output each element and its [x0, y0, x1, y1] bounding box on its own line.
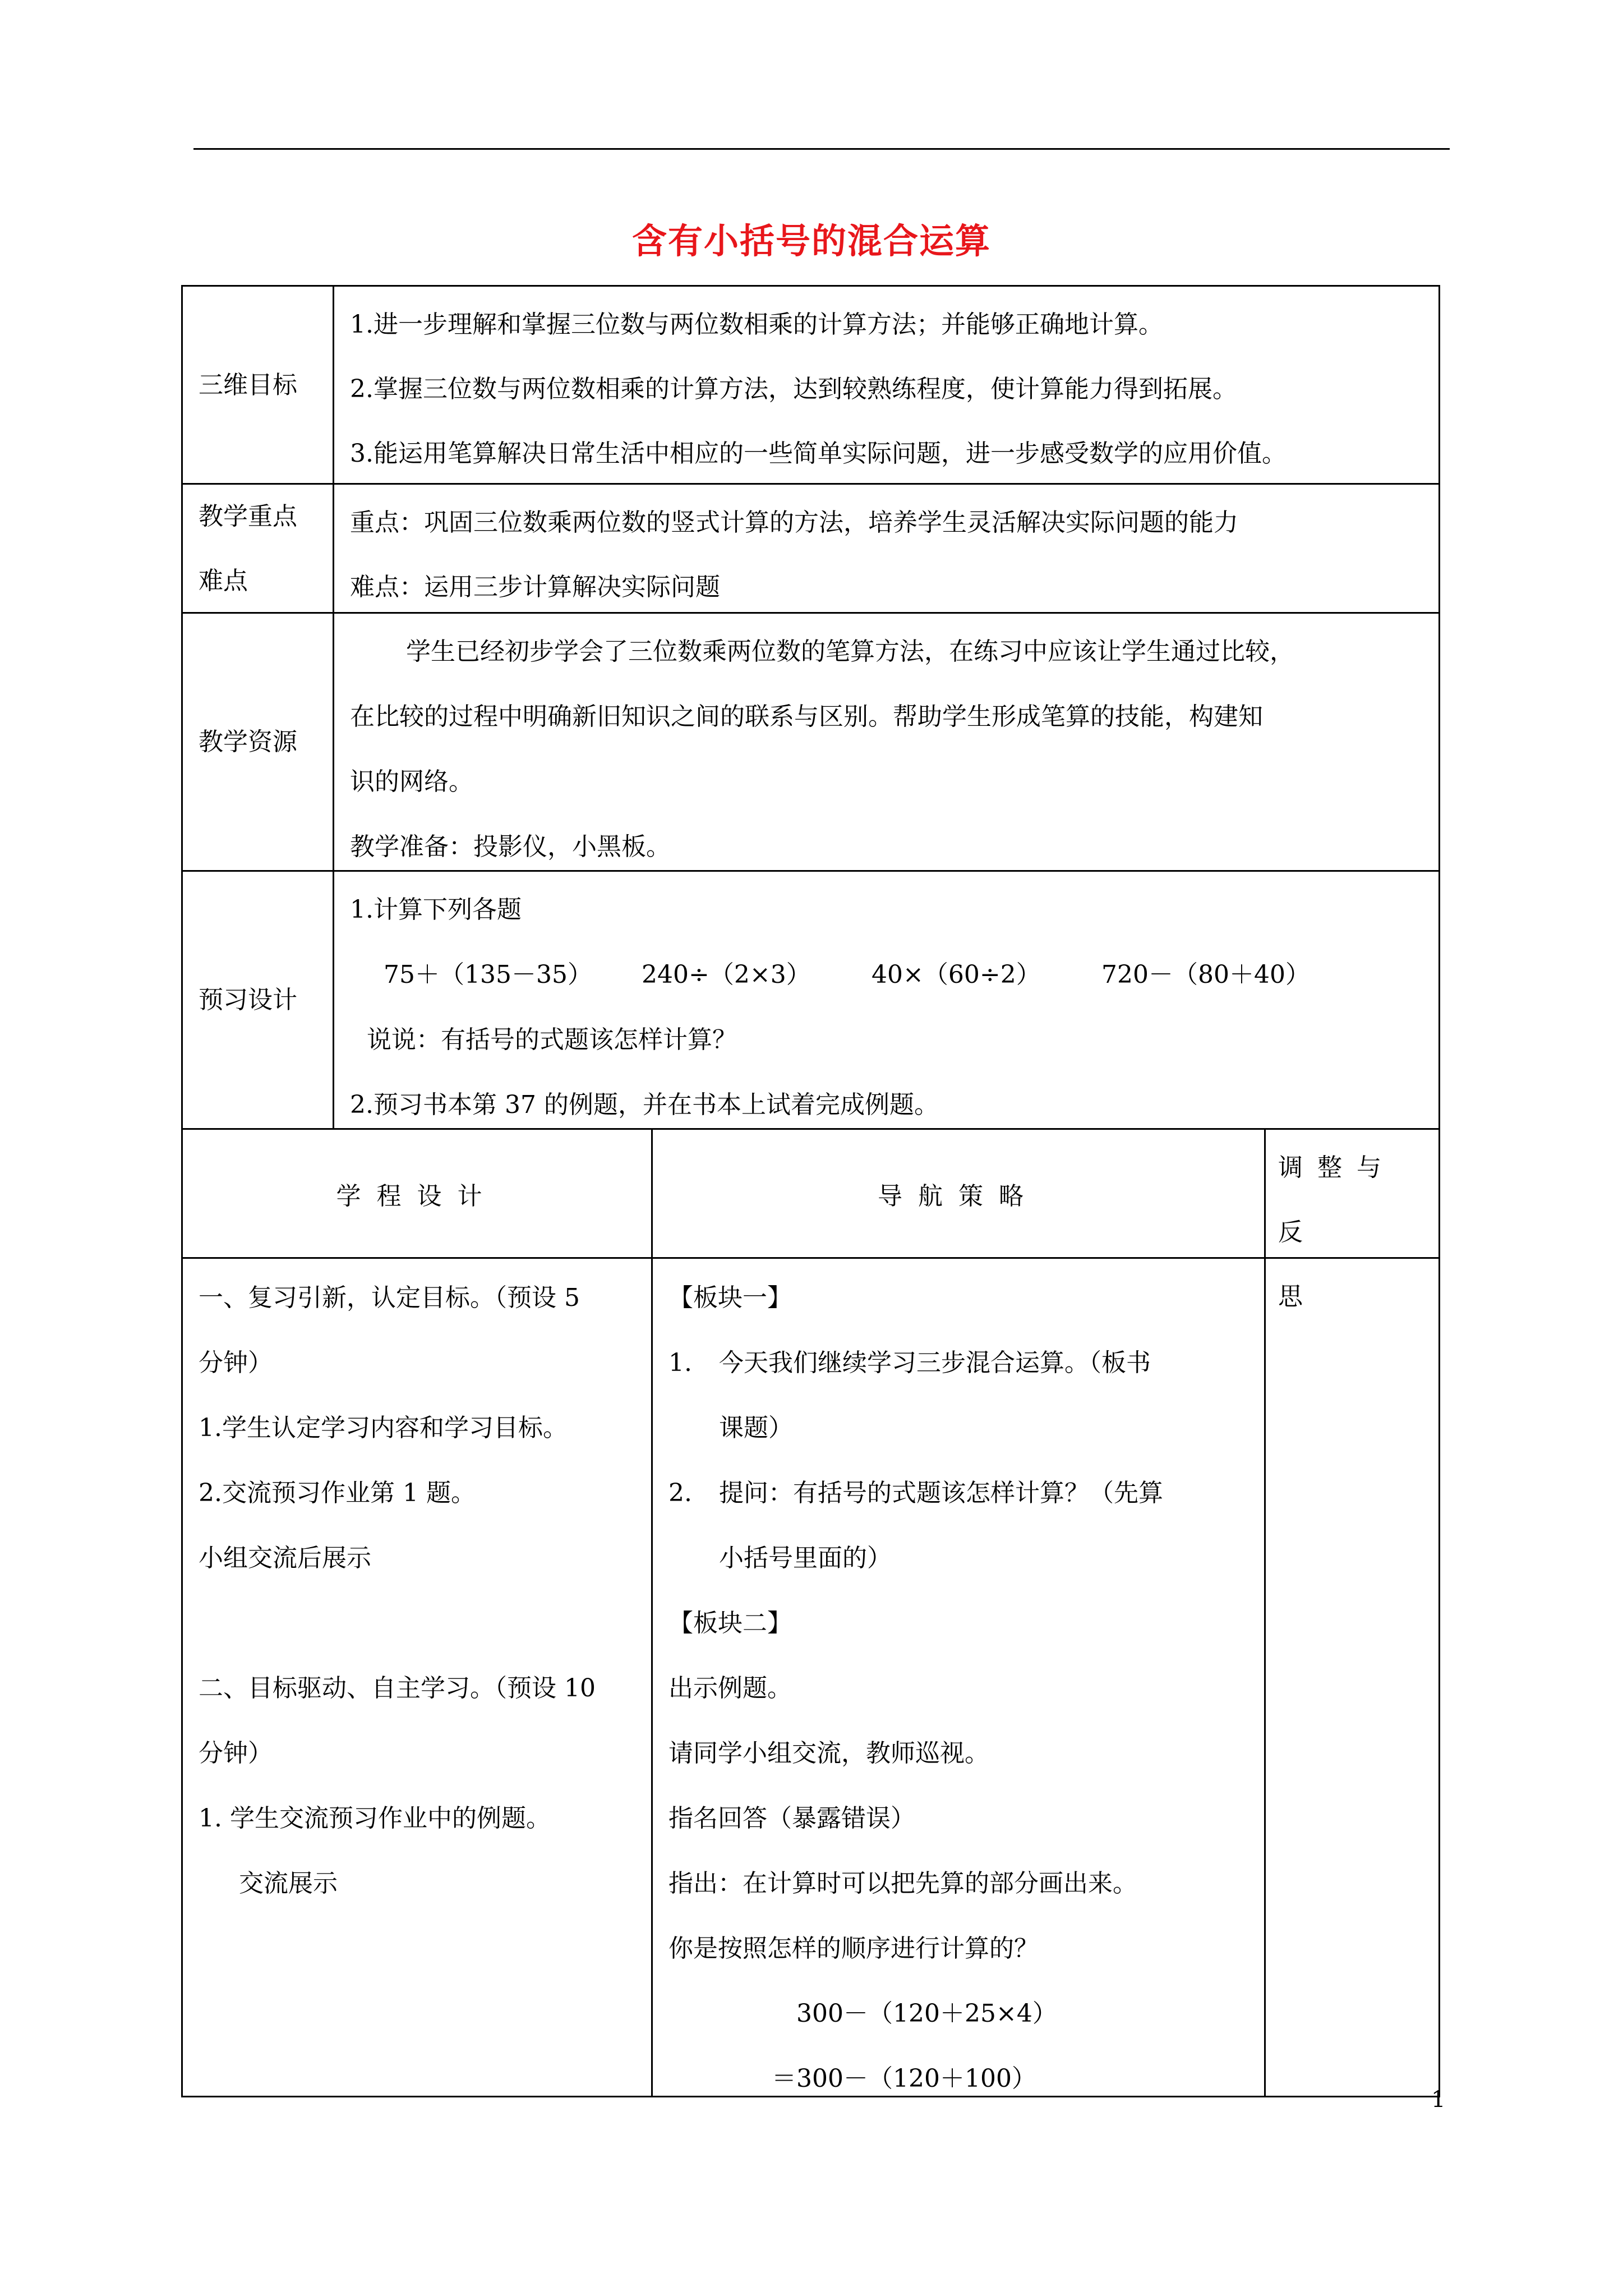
strategy-line: 你是按照怎样的顺序进行计算的？: [668, 1934, 1039, 1963]
process-column: [183, 1259, 653, 2096]
reflection-header: [1266, 1130, 1438, 1311]
expression: 720－（80＋40）: [1101, 960, 1310, 989]
strategy-line: 出示例题。: [668, 1674, 792, 1703]
resources-line: 识的网络。: [350, 767, 473, 796]
reflection-header-line1: 调整与反: [1278, 1153, 1396, 1246]
goal-line: 1.进一步理解和掌握三位数与两位数相乘的计算方法；并能够正确地计算。: [350, 310, 1163, 339]
expression: 40×（60÷2）: [872, 960, 1041, 989]
preview-label: 预习设计: [183, 872, 334, 1128]
resources-line: 在比较的过程中明确新旧知识之间的联系与区别。帮助学生形成笔算的技能，构建知: [350, 702, 1263, 731]
reflection-column: [1266, 1259, 1438, 2096]
process-line: 二、目标驱动、自主学习。（预设 10: [199, 1674, 596, 1703]
item-text: 提问：有括号的式题该怎样计算？（先算: [719, 1479, 1163, 1507]
preview-line: 1.计算下列各题: [350, 895, 522, 924]
goals-row: [183, 287, 1438, 483]
goal-line: 2.掌握三位数与两位数相乘的计算方法，达到较熟练程度，使计算能力得到拓展。: [350, 375, 1237, 403]
process-line: 1.学生认定学习内容和学习目标。: [199, 1414, 568, 1442]
item-number: 1.: [668, 1349, 692, 1377]
key-points-label: [183, 485, 334, 612]
item-text: 今天我们继续学习三步混合运算。（板书: [719, 1349, 1151, 1377]
process-header: 学程设计: [183, 1130, 653, 1257]
key-points-label-line1: 教学重点: [199, 501, 297, 531]
key-points-label-line2: 难点: [199, 566, 248, 595]
header-rule: [193, 148, 1450, 150]
strategy-item-1: [668, 1331, 1258, 1396]
goals-label: 三维目标: [183, 287, 334, 483]
resources-label: 教学资源: [183, 614, 334, 870]
lesson-body-row: [183, 1257, 1438, 2096]
reflection-header-line2: 思: [1278, 1282, 1317, 1311]
key-points-content: [334, 485, 1438, 612]
resources-line: 学生已经初步学会了三位数乘两位数的笔算方法，在练习中应该让学生通过比较，: [406, 637, 1294, 666]
strategy-column: [653, 1259, 1266, 2096]
item-text-cont: 小括号里面的）: [719, 1544, 892, 1572]
preview-line: 说说：有括号的式题该怎样计算？: [367, 1025, 737, 1054]
key-point-line: 重点：巩固三位数乘两位数的竖式计算的方法，培养学生灵活解决实际问题的能力: [350, 508, 1238, 537]
strategy-item-2: [668, 1461, 1258, 1526]
strategy-line: 指出：在计算时可以把先算的部分画出来。: [668, 1869, 1137, 1898]
preview-line: 2.预习书本第 37 的例题，并在书本上试着完成例题。: [350, 1091, 939, 1119]
process-line: 小组交流后展示: [199, 1544, 371, 1572]
strategy-header: 导航策略: [653, 1130, 1266, 1257]
process-line: 1. 学生交流预习作业中的例题。: [199, 1804, 551, 1833]
resources-row: [183, 612, 1438, 870]
key-points-row: [183, 483, 1438, 612]
expression: 75＋（135－35）: [384, 960, 592, 989]
resources-content: [334, 614, 1438, 870]
goals-content: [334, 287, 1438, 483]
expression: 240÷（2×3）: [642, 960, 811, 989]
process-line: 一、复习引新，认定目标。（预设 5: [199, 1283, 580, 1312]
difficulty-line: 难点：运用三步计算解决实际问题: [350, 573, 720, 601]
strategy-line: 请同学小组交流，教师巡视。: [668, 1739, 989, 1768]
lesson-plan-table: [181, 285, 1440, 2097]
item-number: 2.: [668, 1479, 692, 1507]
page-number: 1: [1431, 2087, 1446, 2113]
calc-line: 300－（120＋25×4）: [796, 1999, 1057, 2028]
process-line: 分钟）: [199, 1739, 273, 1768]
preview-row: [183, 870, 1438, 1128]
item-text-cont: 课题）: [719, 1414, 793, 1442]
process-line: 分钟）: [199, 1349, 273, 1377]
document-title: 含有小括号的混合运算: [631, 220, 991, 261]
resources-line: 教学准备：投影仪，小黑板。: [350, 832, 671, 861]
preview-expressions: [350, 942, 1427, 1007]
block2-heading: 【板块二】: [668, 1609, 792, 1637]
process-spacer: [199, 1591, 645, 1656]
process-line: 2.交流预习作业第 1 题。: [199, 1479, 476, 1507]
calc-line: ＝300－（120＋100）: [772, 2064, 1036, 2093]
process-line: 交流展示: [239, 1869, 338, 1898]
strategy-line: 指名回答（暴露错误）: [668, 1804, 915, 1833]
goal-line: 3.能运用笔算解决日常生活中相应的一些简单实际问题，进一步感受数学的应用价值。: [350, 439, 1287, 468]
preview-content: [334, 872, 1438, 1128]
block1-heading: 【板块一】: [668, 1283, 792, 1312]
